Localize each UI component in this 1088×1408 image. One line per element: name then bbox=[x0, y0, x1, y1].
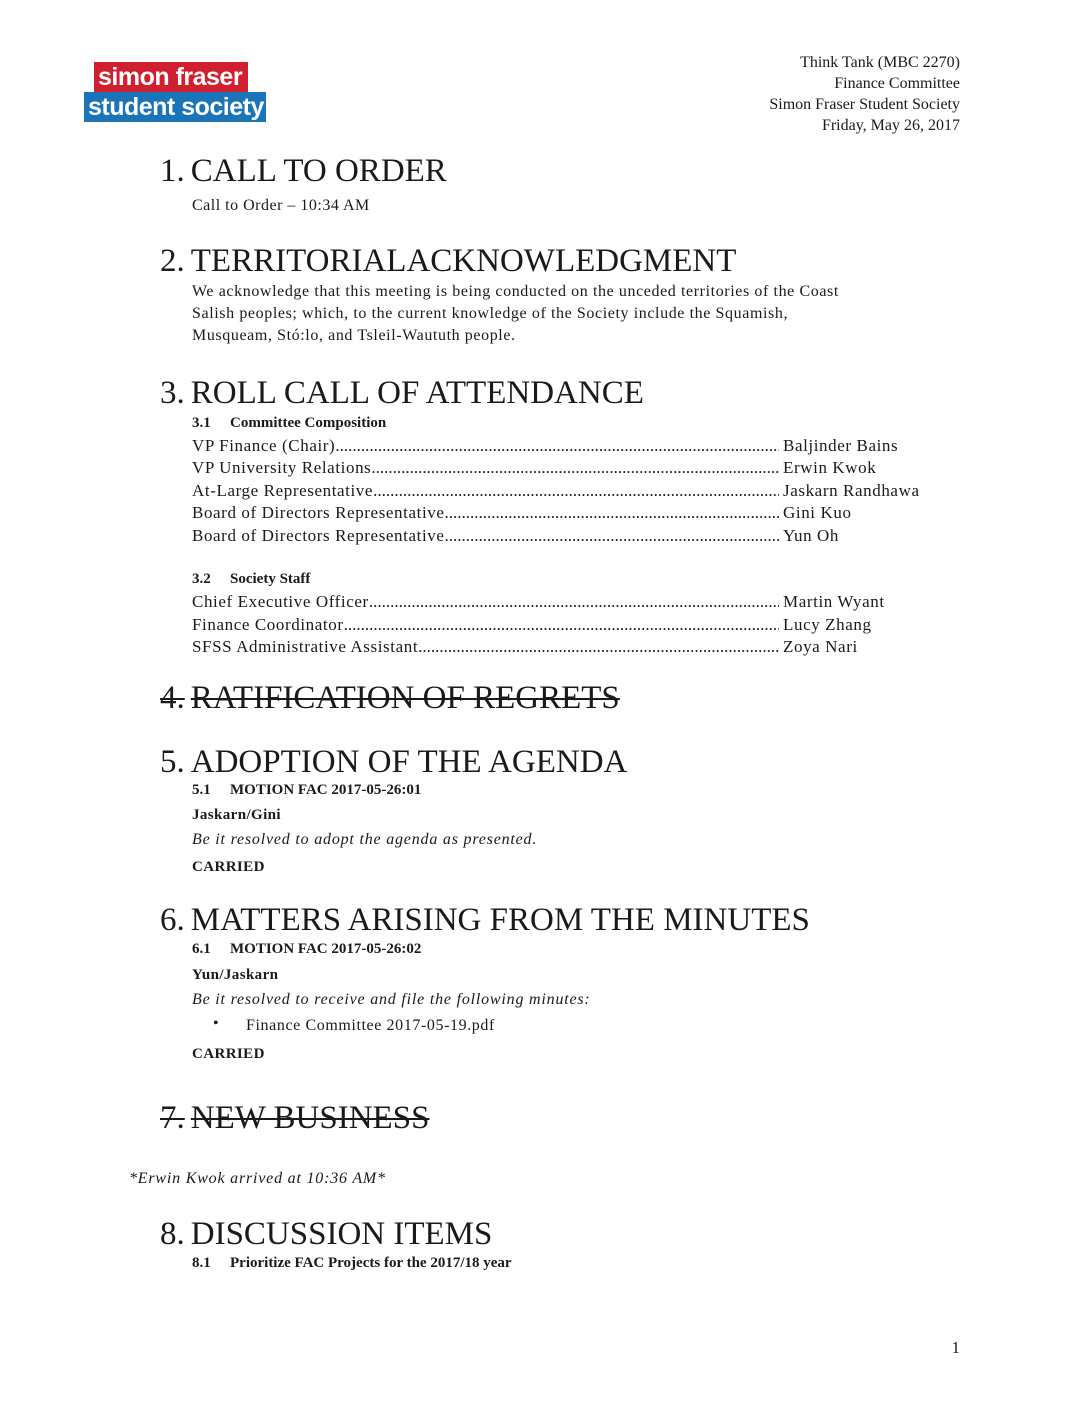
staff-row: SFSS Administrative Assistant ..... Zoya Nari bbox=[192, 636, 937, 658]
header-org: Simon Fraser Student Society bbox=[769, 96, 960, 113]
attendance-row: At-Large Representative ..... Jaskarn Randhawa bbox=[192, 480, 937, 502]
motion-5-1-title: 5.1 MOTION FAC 2017-05-26:01 bbox=[192, 782, 422, 798]
motion-6-1-text: Be it resolved to receive and file the following minutes: bbox=[192, 991, 591, 1008]
attendance-row: VP University Relations ..... Erwin Kwok bbox=[192, 457, 937, 479]
minutes-file-item: Finance Committee 2017-05-19.pdf bbox=[246, 1017, 495, 1034]
header-location: Think Tank (MBC 2270) bbox=[800, 54, 960, 71]
staff-row: Finance Coordinator ..... Lucy Zhang bbox=[192, 614, 937, 636]
motion-6-1-movers: Yun/Jaskarn bbox=[192, 967, 279, 983]
sfss-logo bbox=[84, 62, 264, 124]
motion-6-1-title: 6.1 MOTION FAC 2017-05-26:02 bbox=[192, 941, 422, 957]
motion-5-1-result: CARRIED bbox=[192, 859, 265, 875]
bullet-icon: • bbox=[213, 1015, 219, 1032]
call-to-order-text: Call to Order – 10:34 AM bbox=[192, 197, 370, 214]
section-8-heading: 8. DISCUSSION ITEMS bbox=[160, 1216, 493, 1252]
section-2-heading: 2. TERRITORIALACKNOWLEDGMENT bbox=[160, 243, 737, 279]
section-6-heading: 6. MATTERS ARISING FROM THE MINUTES bbox=[160, 902, 810, 938]
acknowledgment-line-2: Salish peoples; which, to the current knowledge of the Society include the Squamish, bbox=[192, 305, 789, 322]
acknowledgment-line-1: We acknowledge that this meeting is being conducted on the unceded territories of the Coast bbox=[192, 283, 839, 300]
section-4-heading: 4. RATIFICATION OF REGRETS bbox=[160, 680, 620, 716]
section-3-heading: 3. ROLL CALL OF ATTENDANCE bbox=[160, 375, 644, 411]
logo-line-1: simon fraser bbox=[94, 62, 248, 92]
attendance-row: Board of Directors Representative ..... Yun Oh bbox=[192, 525, 937, 547]
header-committee: Finance Committee bbox=[834, 75, 960, 92]
attendance-row: VP Finance (Chair) ..... Baljinder Bains bbox=[192, 435, 937, 457]
subsection-8-1: 8.1 Prioritize FAC Projects for the 2017/18 year bbox=[192, 1255, 512, 1271]
acknowledgment-line-3: Musqueam, Stó:lo, and Tsleil-Waututh people. bbox=[192, 327, 516, 344]
section-7-heading: 7. NEW BUSINESS bbox=[160, 1100, 430, 1136]
motion-5-1-text: Be it resolved to adopt the agenda as presented. bbox=[192, 831, 538, 848]
section-1-heading: 1. CALL TO ORDER bbox=[160, 153, 447, 189]
subsection-3-1: 3.1 Committee Composition bbox=[192, 415, 387, 431]
page-number: 1 bbox=[951, 1338, 960, 1357]
header-date: Friday, May 26, 2017 bbox=[821, 117, 960, 134]
section-5-heading: 5. ADOPTION OF THE AGENDA bbox=[160, 744, 628, 780]
document-header bbox=[769, 52, 960, 136]
staff-row: Chief Executive Officer ..... Martin Wyant bbox=[192, 591, 937, 613]
attendance-row: Board of Directors Representative ..... Gini Kuo bbox=[192, 502, 937, 524]
arrival-note: *Erwin Kwok arrived at 10:36 AM* bbox=[129, 1170, 386, 1187]
logo-line-2: student society bbox=[84, 92, 266, 122]
motion-5-1-movers: Jaskarn/Gini bbox=[192, 807, 281, 823]
subsection-3-2: 3.2 Society Staff bbox=[192, 571, 311, 587]
motion-6-1-result: CARRIED bbox=[192, 1046, 265, 1062]
